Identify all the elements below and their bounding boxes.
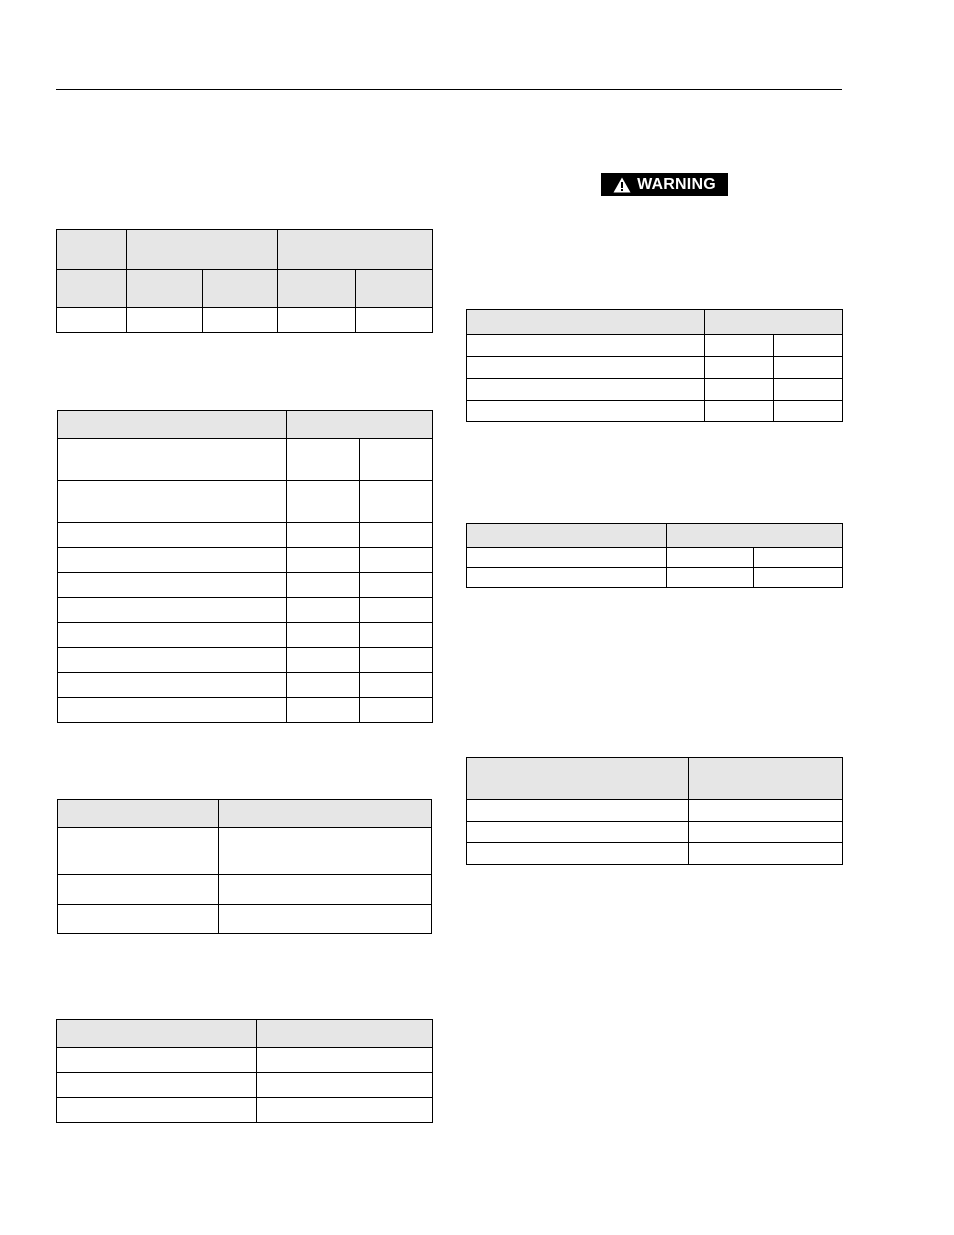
table-row [58,905,432,934]
table-6 [466,523,843,588]
table-row [58,411,433,439]
table-cell [203,308,278,333]
table-cell [287,573,360,598]
table-cell [705,379,774,401]
table-cell [57,1073,257,1098]
table-cell [356,270,433,308]
table-cell [127,270,203,308]
table-row [58,875,432,905]
table-cell [257,1073,433,1098]
table-row [57,1048,433,1073]
table-cell [467,822,689,843]
table-cell [58,698,287,723]
table-cell [356,308,433,333]
table-cell [467,758,689,800]
table-cell [287,648,360,673]
table-cell [257,1020,433,1048]
table-row [467,379,843,401]
table-cell [467,568,667,588]
table-cell [467,800,689,822]
table-cell [219,875,432,905]
warning-triangle-icon [613,177,631,193]
table-cell [360,598,433,623]
table-row [58,573,433,598]
table-cell [257,1098,433,1123]
table-cell [287,623,360,648]
table-cell [360,623,433,648]
table-cell [467,310,705,335]
table-row [57,1098,433,1123]
table-row [57,270,433,308]
table-cell [219,828,432,875]
table-cell [467,843,689,865]
table-cell [58,548,287,573]
warning-badge [601,173,728,196]
table-row [58,523,433,548]
table-cell [360,439,433,481]
table-cell [774,401,843,422]
table-row [57,230,433,270]
table-cell [360,673,433,698]
table-cell [287,548,360,573]
table-cell [58,598,287,623]
table-row [467,548,843,568]
table-cell [58,439,287,481]
table-row [467,843,843,865]
table-cell [58,523,287,548]
table-cell [667,548,754,568]
table-cell [689,822,843,843]
table-cell [774,357,843,379]
table-cell [360,481,433,523]
table-row [467,822,843,843]
table-cell [57,1020,257,1048]
table-5 [466,309,843,422]
table-row [58,598,433,623]
table-row [467,357,843,379]
table-cell [58,573,287,598]
table-row [58,623,433,648]
table-cell [219,800,432,828]
table-row [467,568,843,588]
table-cell [689,843,843,865]
table-cell [127,230,278,270]
table-cell [360,523,433,548]
table-cell [219,905,432,934]
table-cell [257,1048,433,1073]
table-row [467,401,843,422]
table-row [467,524,843,548]
table-cell [667,524,843,548]
table-cell [667,568,754,588]
table-cell [58,905,219,934]
table-cell [57,1048,257,1073]
table-cell [278,270,356,308]
table-cell [705,335,774,357]
table-row [467,800,843,822]
table-cell [57,1098,257,1123]
table-cell [467,548,667,568]
table-3 [57,799,432,934]
table-cell [278,308,356,333]
table-row [58,439,433,481]
table-cell [360,698,433,723]
table-2 [57,410,433,723]
table-cell [774,335,843,357]
table-cell [58,800,219,828]
table-cell [58,828,219,875]
table-row [58,548,433,573]
table-cell [287,439,360,481]
table-row [467,758,843,800]
table-cell [287,523,360,548]
table-1 [56,229,433,333]
table-row [57,308,433,333]
table-cell [689,800,843,822]
table-cell [287,598,360,623]
table-4 [56,1019,433,1123]
table-cell [467,357,705,379]
table-cell [287,673,360,698]
table-cell [58,673,287,698]
table-cell [287,698,360,723]
table-cell [57,230,127,270]
table-row [58,648,433,673]
table-cell [58,411,287,439]
table-cell [57,270,127,308]
table-cell [58,481,287,523]
table-row [58,673,433,698]
table-cell [705,310,843,335]
table-row [57,1020,433,1048]
table-cell [467,401,705,422]
table-cell [705,357,774,379]
table-cell [287,411,433,439]
header-rule [56,89,842,90]
table-row [467,335,843,357]
table-cell [278,230,433,270]
table-7 [466,757,843,865]
table-cell [203,270,278,308]
table-cell [58,648,287,673]
table-cell [689,758,843,800]
table-cell [58,623,287,648]
table-row [467,310,843,335]
table-cell [360,573,433,598]
table-cell [360,548,433,573]
table-cell [754,548,843,568]
table-cell [754,568,843,588]
table-row [58,698,433,723]
table-cell [127,308,203,333]
table-row [58,800,432,828]
table-cell [467,524,667,548]
table-row [58,481,433,523]
table-cell [705,401,774,422]
table-cell [467,335,705,357]
table-cell [467,379,705,401]
table-row [58,828,432,875]
table-cell [287,481,360,523]
warning-label: WARNING [637,175,716,193]
table-cell [774,379,843,401]
table-cell [58,875,219,905]
table-cell [360,648,433,673]
table-cell [57,308,127,333]
table-row [57,1073,433,1098]
